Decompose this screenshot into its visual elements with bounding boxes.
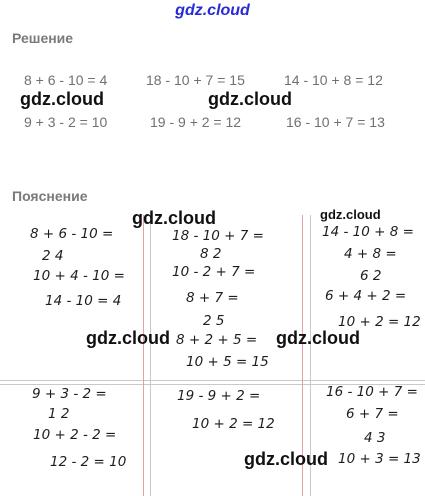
handwritten-worksheet (0, 215, 425, 496)
handwritten-step: 10 + 3 = 13 (338, 451, 421, 467)
watermark: gdz.cloud (244, 449, 328, 469)
solution-expression: 14 - 10 + 8 = 12 (284, 72, 383, 88)
watermark: gdz.cloud (276, 328, 360, 348)
handwritten-step: 8 2 (200, 246, 222, 262)
handwritten-step: 10 + 4 - 10 = (33, 268, 125, 284)
handwritten-step: 2 4 (42, 248, 64, 264)
site-brand: gdz.cloud (175, 2, 250, 19)
watermark: gdz.cloud (86, 328, 170, 348)
handwritten-step: 12 - 2 = 10 (50, 454, 127, 470)
watermark: gdz.cloud (132, 208, 216, 228)
handwritten-step: 19 - 9 + 2 = (177, 388, 261, 404)
handwritten-step: 10 + 2 = 12 (192, 416, 275, 432)
handwritten-step: 10 - 2 + 7 = (172, 264, 256, 280)
handwritten-step: 6 2 (360, 268, 382, 284)
handwritten-step: 4 3 (364, 430, 386, 446)
solution-expression: 8 + 6 - 10 = 4 (24, 72, 108, 88)
solution-expression: 18 - 10 + 7 = 15 (146, 72, 245, 88)
handwritten-step: 1 2 (48, 406, 70, 422)
handwritten-step: 2 5 (203, 313, 225, 329)
watermark: gdz.cloud (20, 89, 104, 109)
solution-expression: 9 + 3 - 2 = 10 (24, 114, 108, 130)
handwritten-step: 4 + 8 = (344, 246, 397, 262)
watermark: gdz.cloud (208, 89, 292, 109)
margin-line (143, 215, 144, 496)
handwritten-step: 8 + 2 + 5 = (176, 332, 258, 348)
handwritten-step: 10 + 2 - 2 = (33, 427, 117, 443)
handwritten-step: 6 + 4 + 2 = (325, 288, 407, 304)
grid-divider (150, 215, 151, 496)
handwritten-step: 10 + 2 = 12 (338, 314, 421, 330)
grid-divider (0, 380, 425, 381)
watermark: gdz.cloud (320, 207, 381, 222)
handwritten-step: 14 - 10 = 4 (45, 293, 122, 309)
handwritten-step: 8 + 6 - 10 = (30, 226, 114, 242)
solution-expression: 19 - 9 + 2 = 12 (150, 114, 242, 130)
handwritten-step: 6 + 7 = (346, 406, 399, 422)
handwritten-step: 8 + 7 = (186, 290, 239, 306)
solution-expression: 16 - 10 + 7 = 13 (286, 114, 385, 130)
handwritten-step: 9 + 3 - 2 = (32, 386, 107, 402)
handwritten-step: 16 - 10 + 7 = (326, 384, 418, 400)
handwritten-step: 14 - 10 + 8 = (322, 224, 414, 240)
explanation-heading: Пояснение (12, 188, 88, 204)
handwritten-step: 10 + 5 = 15 (186, 354, 269, 370)
solution-heading: Решение (12, 30, 74, 46)
handwritten-step: 18 - 10 + 7 = (172, 228, 264, 244)
